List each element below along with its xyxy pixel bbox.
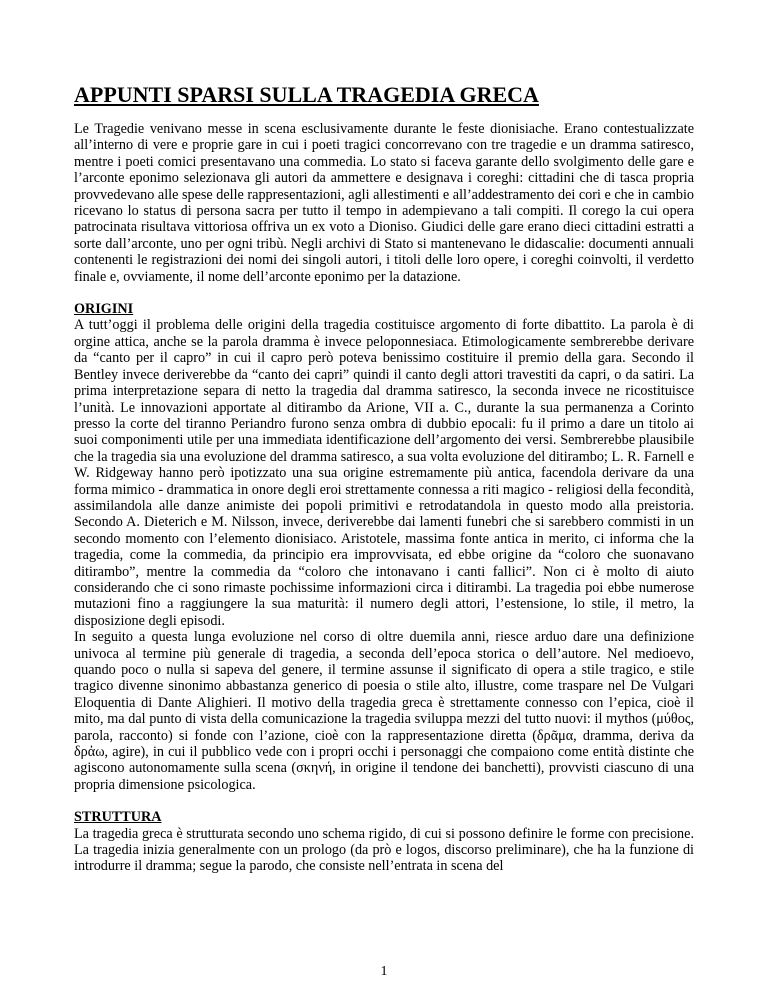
origini-paragraph-2: In seguito a questa lunga evoluzione nel corso di oltre duemila anni, riesce arduo dare una definizione univoca al termine più generale di tragedia, a seconda dell’epoca storica o dell’autore. Nel medioevo, quando poco o nulla si sapeva del genere, il termine assunse il significato di opera a stile tragico, e stile tragico divenne sinonimo abbastanza generico di poesia o stile alto, illustre, come traspare nel De Vulgari Eloquentia di Dante Alighieri. Il motivo della tragedia greca è strettamente connesso con l’epica, cioè il mito, ma dal punto di vista della comunicazione la tragedia sviluppa mezzi del tutto nuovi: il mythos (μύθος, parola, racconto) si fonde con l’azione, cioè con la rappresentazione diretta (δρᾶμα, dramma, deriva da δρἀω, agire), in cui il pubblico vede con i propri occhi i personaggi che compaiono come entità distinte che agiscono autonomamente sulla scena (σκηνή, in origine il tendone dei banchetti), provvisti ciascuno di una propria dimensione psicologica. <box>74 629 694 793</box>
origini-paragraph-1: A tutt’oggi il problema delle origini della tragedia costituisce argomento di forte dibattito. La parola è di orgine attica, anche se la parola dramma è invece peloponnesiaca. Etimologicamente sembrerebbe derivare da “canto per il capro” in cui il capro però poteva benissimo costituire il premio della gara. Secondo il Bentley invece deriverebbe da “canto dei capri” quindi il canto degli attori travestiti da capri, o da satiri. La prima interpretazione separa di netto la tragedia dal dramma satiresco, la seconda invece ne ricostituisce l’unità. Le innovazioni apportate al ditirambo da Arione, VII a. C., durante la sua permanenza a Corinto presso la corte del tiranno Periandro furono senza ombra di dubbio epocali: fu il primo a dare un titolo ai suoi componimenti utile per una immediata identificazione dell’argomento dei versi. Sembrerebbe plausibile che la tragedia sia una evoluzione del dramma satiresco, a sua volta evoluzione del ditirambo; L. R. Farnell e W. Ridgeway hanno però ipotizzato una sua origine estremamente più antica, facendola derivare da una forma mimico - drammatica in onore degli eroi strettamente connessa a riti magico - religiosi della fecondità, assimilandola alle danze animiste dei popoli primitivi e retrodatandola in questo modo alla preistoria. Secondo A. Dieterich e M. Nilsson, invece, deriverebbe dai lamenti funebri che si sarebbero commisti in un secondo momento con l’elemento dionisiaco. Aristotele, massima fonte antica in merito, ci informa che la tragedia, come la commedia, da principio era improvvisata, ed ebbe origine da “coloro che suonavano ditirambo”, mentre la commedia da “coloro che intonavano i canti fallici”. Non ci è molto di aiuto considerando che ci sono rimaste pochissime informazioni circa i ditirambi. La tragedia poi ebbe numerose mutazioni fino a raggiungere la sua maturità: il numero degli attori, l’estensione, lo stile, il metro, la disposizione degli episodi. <box>74 317 694 629</box>
document-page <box>74 82 694 875</box>
section-heading-struttura: STRUTTURA <box>74 809 162 826</box>
intro-paragraph: Le Tragedie venivano messe in scena esclusivamente durante le feste dionisiache. Erano contestualizzate all’interno di vere e proprie gare in cui i poeti tragici concorrevano con tre tragedie e un dramma satiresco, mentre i poeti comici presentavano una commedia. Lo stato si faceva garante dello svolgimento delle gare e l’arconte eponimo selezionava gli autori da ammettere e designava i coreghi: cittadini che di tasca propria provvedevano alle spese delle rappresentazioni, agli allestimenti e all’addestramento dei cori e che in cambio ricevano lo status di persona sacra per tutto il tempo in adempievano a tali compiti. Il corego la cui opera patrocinata risultava vittoriosa offriva un ex voto a Dioniso. Giudici delle gare erano dieci cittadini estratti a sorte dall’arconte, uno per ogni tribù. Negli archivi di Stato si mantenevano le didascalie: documenti annuali contenenti le registrazioni dei nomi dei singoli autori, i titoli delle loro opere, i coreghi coinvolti, il verdetto finale e, ovviamente, il nome dell’arconte eponimo per la datazione. <box>74 121 694 285</box>
section-heading-origini: ORIGINI <box>74 301 134 318</box>
section-gap <box>74 285 694 301</box>
struttura-paragraph: La tragedia greca è strutturata secondo uno schema rigido, di cui si possono definire le forme con precisione. La tragedia inizia generalmente con un prologo (da prò e logos, discorso preliminare), che ha la funzione di introdurre il dramma; segue la parodo, che consiste nell’entrata in scena del <box>74 825 694 875</box>
document-title: APPUNTI SPARSI SULLA TRAGEDIA GRECA <box>74 82 539 107</box>
section-gap <box>74 793 694 809</box>
page-number: 1 <box>380 964 388 979</box>
